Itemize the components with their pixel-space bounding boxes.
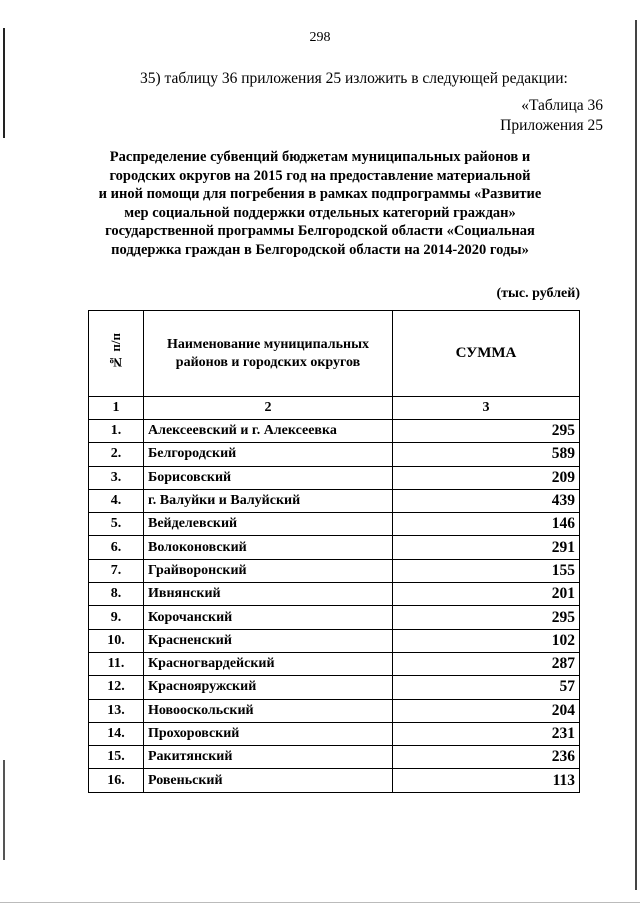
- title-line: и иной помощи для погребения в рамках подпрограммы «Развитие: [98, 186, 542, 202]
- row-name: Белгородский: [144, 443, 393, 466]
- row-name: Волоконовский: [144, 536, 393, 559]
- row-sum: 102: [393, 629, 580, 652]
- row-sum: 204: [393, 699, 580, 722]
- row-number: 3.: [89, 466, 144, 489]
- row-number: 14.: [89, 722, 144, 745]
- row-name: Прохоровский: [144, 722, 393, 745]
- row-number: 12.: [89, 676, 144, 699]
- table-row: [89, 489, 580, 512]
- row-name: Вейделевский: [144, 513, 393, 536]
- row-name: Ракитянский: [144, 746, 393, 769]
- row-number: 11.: [89, 652, 144, 675]
- row-number: 1.: [89, 420, 144, 443]
- row-number: 16.: [89, 769, 144, 792]
- row-number: 13.: [89, 699, 144, 722]
- row-sum: 209: [393, 466, 580, 489]
- table-row: [89, 443, 580, 466]
- column-number-row: [89, 397, 580, 420]
- table-row: [89, 606, 580, 629]
- row-sum: 113: [393, 769, 580, 792]
- table-row: [89, 583, 580, 606]
- row-number: 5.: [89, 513, 144, 536]
- header-sum: СУММА: [393, 311, 580, 397]
- header-name: Наименование муниципальных районов и городских округов: [144, 311, 393, 397]
- row-name: Красненский: [144, 629, 393, 652]
- row-name: Алексеевский и г. Алексеевка: [144, 420, 393, 443]
- row-sum: 201: [393, 583, 580, 606]
- row-name: Корочанский: [144, 606, 393, 629]
- header-number: № п/п: [89, 311, 144, 397]
- document-title: [90, 148, 550, 259]
- row-name: Грайворонский: [144, 559, 393, 582]
- table-row: [89, 629, 580, 652]
- row-sum: 236: [393, 746, 580, 769]
- title-line: Распределение субвенций бюджетам муниципальных районов и: [109, 149, 531, 165]
- table-row: [89, 722, 580, 745]
- row-name: Ровеньский: [144, 769, 393, 792]
- table-reference-line1: «Таблица 36: [521, 97, 603, 114]
- table-row: [89, 420, 580, 443]
- title-line: мер социальной поддержки отдельных категорий граждан»: [124, 204, 516, 221]
- table-row: [89, 746, 580, 769]
- row-sum: 295: [393, 606, 580, 629]
- table-row: [89, 652, 580, 675]
- column-number: 1: [89, 397, 144, 420]
- row-name: Борисовский: [144, 466, 393, 489]
- page-number: 298: [309, 30, 331, 45]
- title-line: городских округов на 2015 год на предоставление материальной: [109, 167, 531, 184]
- row-number: 9.: [89, 606, 144, 629]
- table-row: [89, 513, 580, 536]
- row-sum: 231: [393, 722, 580, 745]
- table-row: [89, 676, 580, 699]
- table-reference-line2: Приложения 25: [500, 117, 603, 134]
- table-header-row: [89, 311, 580, 397]
- row-number: 4.: [89, 489, 144, 512]
- row-number: 10.: [89, 629, 144, 652]
- table-reference: [500, 96, 603, 136]
- row-number: 15.: [89, 746, 144, 769]
- table-row: [89, 559, 580, 582]
- row-sum: 295: [393, 420, 580, 443]
- row-sum: 291: [393, 536, 580, 559]
- row-name: Краснояружский: [144, 676, 393, 699]
- row-name: Красногвардейский: [144, 652, 393, 675]
- row-name: г. Валуйки и Валуйский: [144, 489, 393, 512]
- row-number: 8.: [89, 583, 144, 606]
- scan-edge-bottom: [0, 902, 640, 903]
- title-line: государственной программы Белгородской области «Социальная: [105, 223, 535, 239]
- scan-edge-right: [635, 20, 637, 890]
- table-row: [89, 699, 580, 722]
- row-number: 6.: [89, 536, 144, 559]
- row-sum: 589: [393, 443, 580, 466]
- row-name: Новооскольский: [144, 699, 393, 722]
- table-row: [89, 536, 580, 559]
- table-row: [89, 769, 580, 792]
- row-sum: 57: [393, 676, 580, 699]
- row-sum: 146: [393, 513, 580, 536]
- column-number: 3: [393, 397, 580, 420]
- column-number: 2: [144, 397, 393, 420]
- row-sum: 439: [393, 489, 580, 512]
- units-label: (тыс. рублей): [496, 286, 580, 301]
- intro-paragraph: 35) таблицу 36 приложения 25 изложить в следующей редакции:: [140, 70, 568, 87]
- table-row: [89, 466, 580, 489]
- row-sum: 287: [393, 652, 580, 675]
- row-number: 2.: [89, 443, 144, 466]
- subsidy-table: [88, 310, 580, 793]
- title-line: поддержка граждан в Белгородской области на 2014-2020 годы»: [111, 241, 529, 258]
- row-name: Ивнянский: [144, 583, 393, 606]
- scan-edge-left-lower: [3, 760, 5, 860]
- row-number: 7.: [89, 559, 144, 582]
- row-sum: 155: [393, 559, 580, 582]
